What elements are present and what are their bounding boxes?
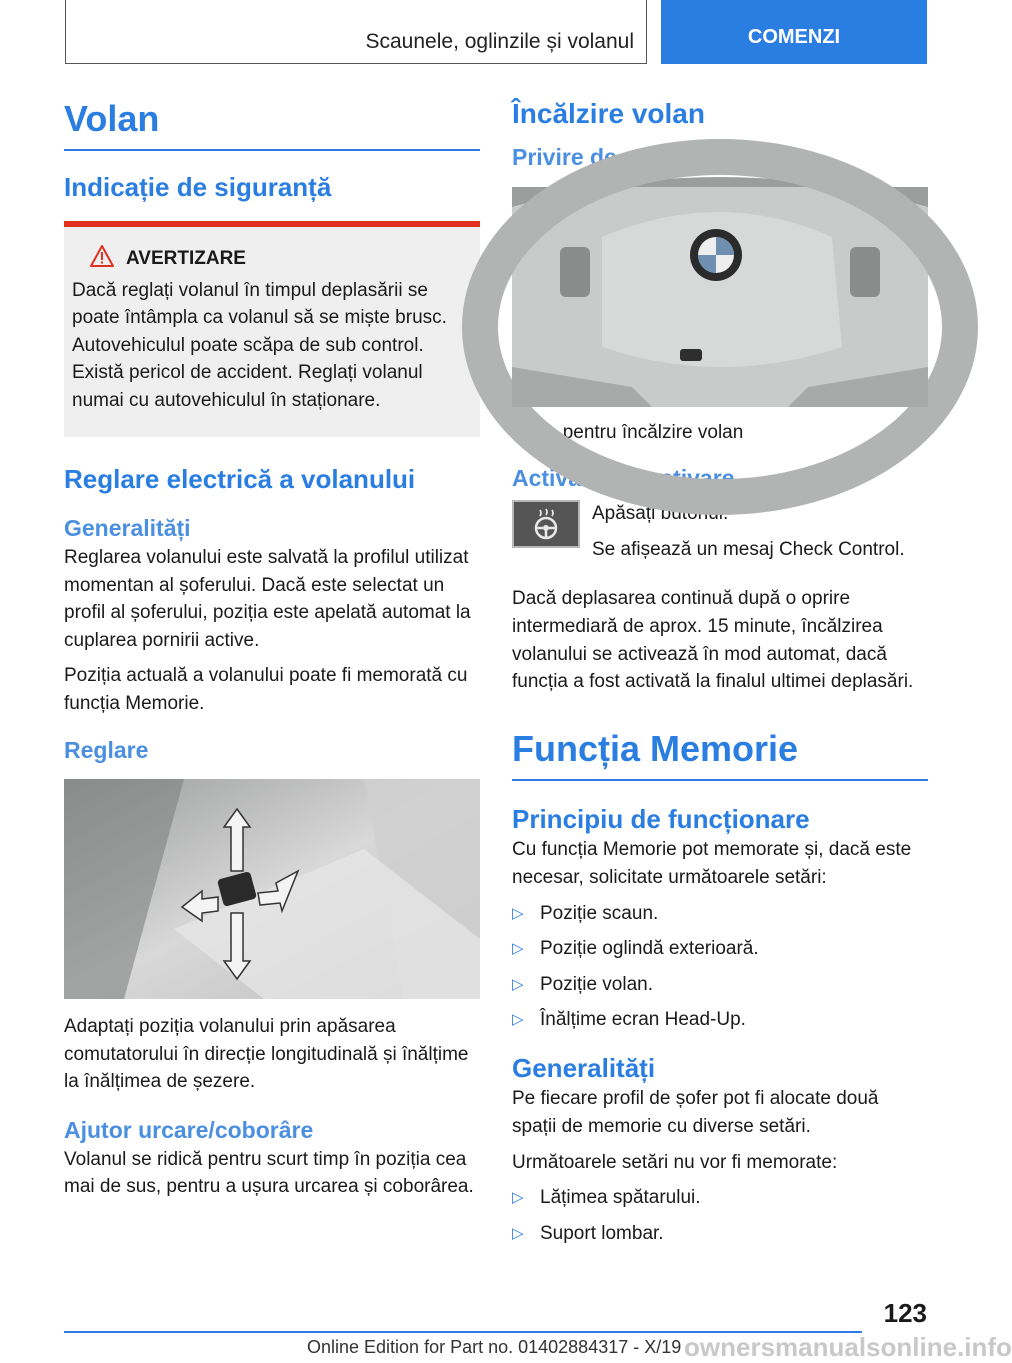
bullet-triangle-icon: ▷	[512, 1224, 524, 1242]
general-heading-right: Generalități	[512, 1052, 656, 1083]
bullet-triangle-icon: ▷	[512, 975, 524, 993]
heated-steering-wheel-button-icon	[512, 500, 580, 548]
principle-text: Cu funcția Memorie pot memorate și, dacă este necesar, solicitate următoarele setări:	[512, 839, 912, 888]
chapter-title: Scaunele, oglinzile și volanul	[365, 30, 634, 53]
list-item: ▷ Poziție volan.	[512, 971, 928, 999]
steering-wheel-image	[512, 187, 928, 407]
warning-triangle-icon	[90, 245, 114, 273]
list-item: ▷ Înălțime ecran Head-Up.	[512, 1006, 928, 1034]
watermark: ownersmanualsonline.info	[684, 1332, 1012, 1362]
list-item: ▷ Lățimea spătarului.	[512, 1184, 928, 1212]
bullet-triangle-icon: ▷	[512, 904, 524, 922]
warning-header	[72, 245, 472, 273]
not-saved-text: Următoarele setări nu vor fi memorate:	[512, 1151, 838, 1173]
heating-title: Încălzire volan	[512, 98, 705, 129]
activation-step-2: Se afișează un mesaj Check Control.	[592, 538, 905, 560]
adjust-caption: Adaptați poziția volanului prin apăsarea comutatorului în direcție longitudinală și înălțime la înălțimea de șezere.	[64, 1016, 469, 1093]
left-column	[64, 96, 480, 1209]
footer-edition: Online Edition for Part no. 01402884317 - X/19	[307, 1337, 682, 1357]
not-saved-list	[512, 1184, 928, 1247]
memory-title: Funcția Memorie	[512, 726, 928, 781]
overview-caption: Tasta pentru încălzire volan	[512, 421, 744, 443]
list-item: ▷ Poziție oglindă exterioară.	[512, 935, 928, 963]
principle-list	[512, 900, 928, 1034]
page-title-volan: Volan	[64, 96, 480, 151]
section-tab: COMENZI	[661, 0, 927, 64]
activation-text: Dacă deplasarea continuă după o oprire intermediară de aprox. 15 minute, încălzirea volanului se activează în mod automat, dacă funcția a fost activată la finalul ultimei deplasări.	[512, 588, 914, 693]
entry-assist-text: Volanul se ridică pentru scurt timp în poziția cea mai de sus, pentru a ușura urcarea și coborârea.	[64, 1148, 474, 1198]
right-column	[512, 96, 928, 1255]
list-item: ▷ Suport lombar.	[512, 1220, 928, 1248]
bullet-triangle-icon: ▷	[512, 1011, 524, 1029]
warning-title: AVERTIZARE	[126, 247, 246, 269]
entry-assist-heading: Ajutor urcare/coborâre	[64, 1117, 314, 1144]
page-header	[65, 0, 927, 64]
bullet-triangle-icon: ▷	[512, 940, 524, 958]
general-text-right: Pe fiecare profil de șofer pot fi alocate două spații de memorie cu diverse setări.	[512, 1088, 879, 1138]
safety-heading: Indicație de siguranță	[64, 172, 332, 202]
bullet-triangle-icon: ▷	[512, 1189, 524, 1207]
steering-column-switch-image	[64, 779, 480, 999]
activation-step-1: Apăsați butonul.	[592, 503, 729, 525]
page-number: 123	[883, 1298, 927, 1328]
principle-heading: Principiu de funcționare	[512, 803, 810, 834]
adjust-heading: Reglare	[64, 736, 149, 763]
overview-heading: Privire de ansamblu	[512, 144, 731, 170]
list-item: ▷ Poziție scaun.	[512, 900, 928, 928]
general-paragraph-1: Reglarea volanului este salvată la profilul utilizat momentan al șoferului. Dacă este selectat un profil al șoferului, poziția este apelată automat la cuplarea pornirii active.	[64, 547, 471, 651]
activation-heading: Activare/dezactivare	[512, 465, 735, 492]
general-heading-left: Generalități	[64, 515, 191, 542]
electric-adjust-heading: Reglare electrică a volanului	[64, 463, 416, 494]
warning-text: Dacă reglați volanul în timpul deplasării se poate întâmpla ca volanul să se miște brusc. Autovehiculul poate scăpa de sub control. Există pericol de accident. Reglați volanul numai cu autovehiculul în staționare.	[72, 279, 447, 411]
warning-box	[64, 227, 480, 437]
chapter-box	[65, 0, 647, 64]
general-paragraph-2: Poziția actuală a volanului poate fi memorată cu funcția Memorie.	[64, 665, 468, 714]
